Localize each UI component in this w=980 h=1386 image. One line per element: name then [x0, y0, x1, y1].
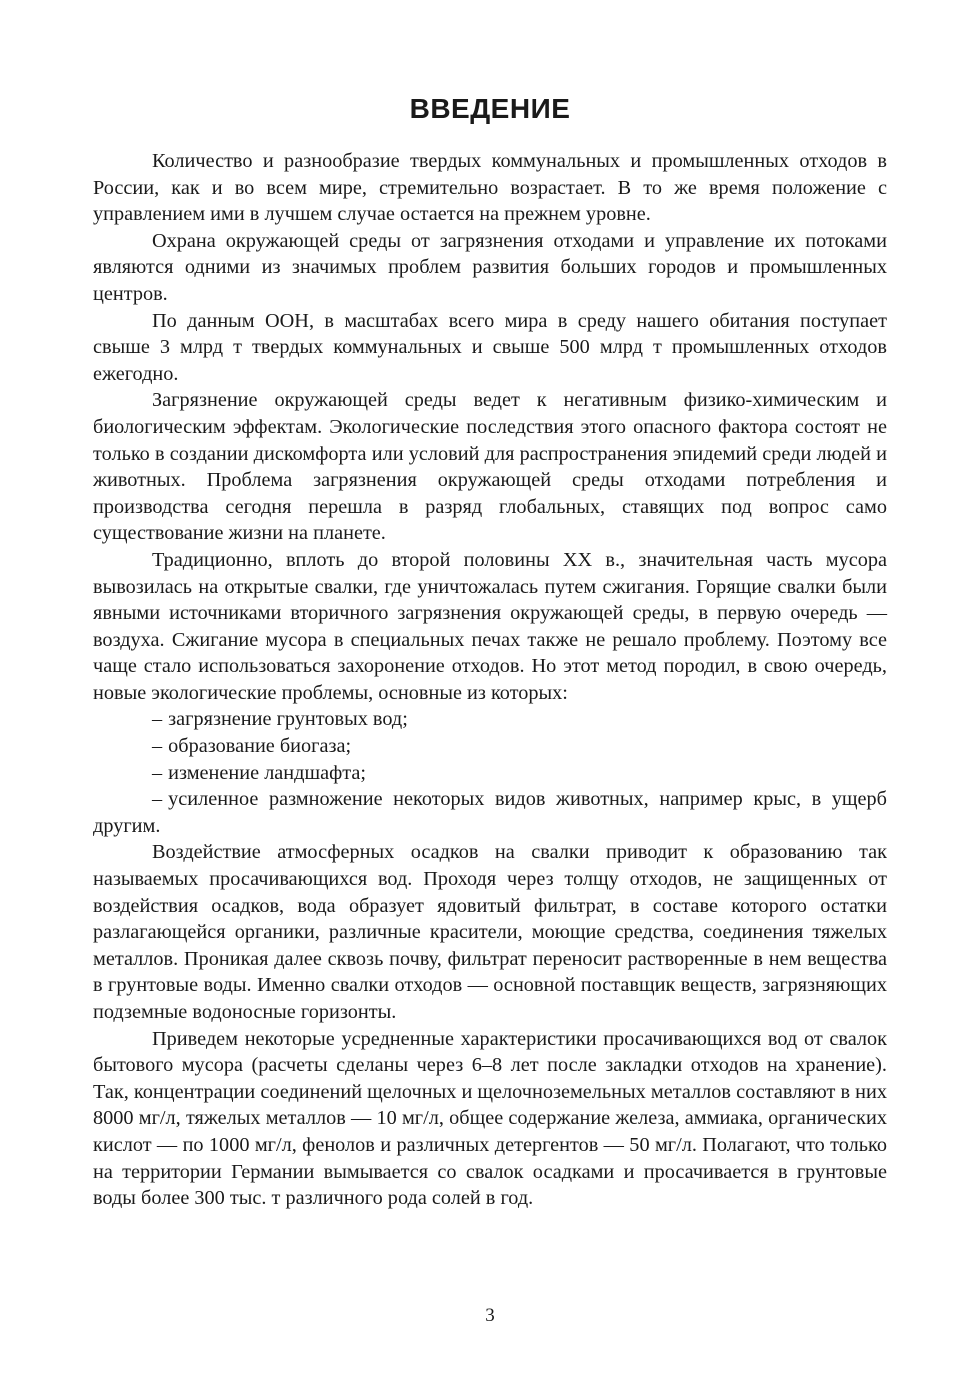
list-item-text: образование биогаза;: [168, 735, 352, 758]
problems-list: [93, 706, 887, 839]
paragraph: Приведем некоторые усредненные характеристики просачивающихся вод от свалок бытового мусора (расчеты сделаны через 6–8 лет после закладки отходов на хранение). Так, концентрации соединений щелочных и щелочноземельных металлов составляют в них 8000 мг/л, тяжелых металлов — 10 мг/л, общее содержание железа, аммиака, органических кислот — по 1000 мг/л, фенолов и различных детергентов — 50 мг/л. Полагают, что только на территории Германии вымывается со свалок осадками и просачивается в грунтовые воды более 300 тыс. т различного рода солей в год.: [93, 1027, 887, 1210]
paragraph: Воздействие атмосферных осадков на свалки приводит к образованию так называемых просачивающихся вод. Проходя через толщу отходов, не защищенных от воздействия осадков, вода образует ядовитый фильтрат, в составе которого остатки разлагающейся органики, различные красители, моющие средства, соединения тяжелых металлов. Проникая далее сквозь почву, фильтрат переносит растворенные в нем вещества в грунтовые воды. Именно свалки отходов — основной поставщик веществ, загрязняющих подземные водоносные горизонты.: [93, 841, 887, 1023]
paragraph: Традиционно, вплоть до второй половины XX в., значительная часть мусора вывозилась на открытые свалки, где уничтожалась путем сжигания. Горящие свалки были явными источниками вторичного загрязнения окружающей среды, в первую очередь — воздуха. Сжигание мусора в специальных печах также не решало проблему. Поэтому все чаще стало использоваться захоронение отходов. Но этот метод породил, в свою очередь, новые экологические проблемы, основные из которых:: [93, 548, 887, 704]
document-page: [93, 0, 887, 1386]
list-item-text: загрязнение грунтовых вод;: [168, 708, 408, 731]
list-dash: –: [152, 761, 163, 784]
body-text: [93, 148, 887, 1212]
list-dash: –: [152, 708, 163, 731]
paragraph: Количество и разнообразие твердых коммунальных и промышленных отходов в России, как и во всем мире, стремительно возрастает. В то же время положение с управлением ими в лучшем случае остается на прежнем уровне.: [93, 150, 887, 226]
list-item: [93, 706, 887, 733]
list-item-text: изменение ландшафта;: [168, 761, 366, 784]
list-dash: –: [152, 735, 163, 758]
page-number: 3: [485, 1305, 495, 1326]
paragraph: По данным ООН, в масштабах всего мира в среду нашего обитания поступает свыше 3 млрд т твердых коммунальных и свыше 500 млрд т промышленных отходов ежегодно.: [93, 309, 887, 385]
paragraph: Загрязнение окружающей среды ведет к негативным физико-химическим и биологическим эффектам. Экологические последствия этого опасного фактора состоят не только в создании дискомфорта или условий для распространения эпидемий среди людей и животных. Проблема загрязнения окружающей среды отходами потребления и производства сегодня перешла в разряд глобальных, ставящих под вопрос само существование жизни на планете.: [93, 389, 887, 545]
list-item-text: усиленное размножение некоторых видов животных, например крыс, в ущерб другим.: [93, 788, 887, 837]
paragraph: Охрана окружающей среды от загрязнения отходами и управление их потоками являются одними из значимых проблем развития больших городов и промышленных центров.: [93, 229, 887, 305]
page-title: ВВЕДЕНИЕ: [409, 93, 571, 124]
list-item: [93, 760, 887, 787]
list-dash: –: [152, 788, 163, 811]
list-item: [93, 786, 887, 839]
list-item: [93, 733, 887, 760]
